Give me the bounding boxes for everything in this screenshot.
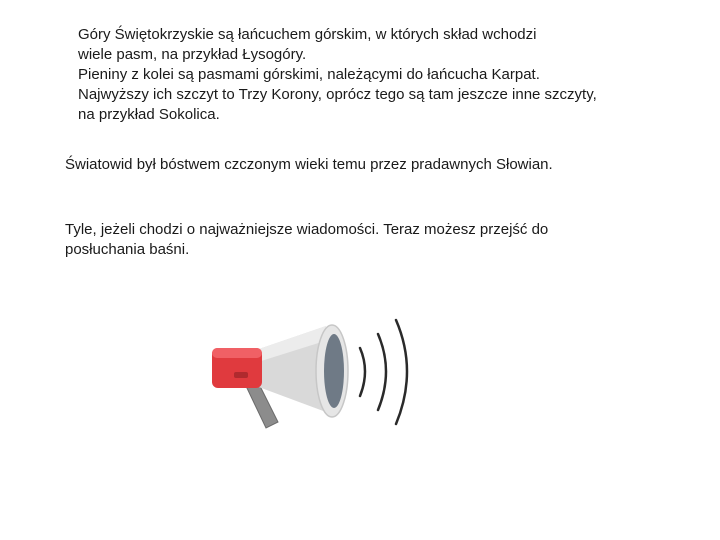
paragraph-line: Najwyższy ich szczyt to Trzy Korony, oprócz tego są tam jeszcze inne szczyty, (78, 86, 597, 103)
paragraph-line: posłuchania baśni. (65, 241, 190, 258)
paragraph-line: na przykład Sokolica. (78, 106, 220, 123)
paragraph-mountains (78, 25, 597, 125)
paragraph-swiatowid (65, 155, 553, 175)
paragraph-line: Pieniny z kolei są pasmami górskimi, należącymi do łańcucha Karpat. (78, 66, 540, 83)
paragraph-line: Góry Świętokrzyskie są łańcuchem górskim, w których skład wchodzi (78, 26, 537, 43)
megaphone-icon[interactable] (208, 310, 448, 440)
paragraph-line: Światowid był bóstwem czczonym wieki temu przez pradawnych Słowian. (65, 156, 553, 173)
paragraph-summary (65, 220, 548, 260)
paragraph-line: wiele pasm, na przykład Łysogóry. (78, 46, 307, 63)
paragraph-line: Tyle, jeżeli chodzi o najważniejsze wiadomości. Teraz możesz przejść do (65, 221, 549, 238)
megaphone-graphic (208, 310, 448, 440)
